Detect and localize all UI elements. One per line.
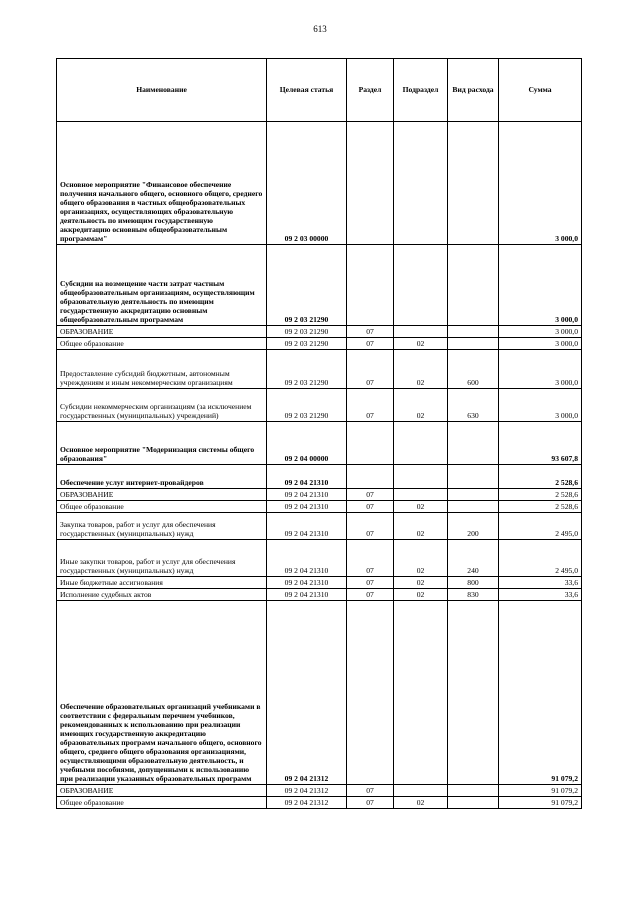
row-sum: 2 528,6 (499, 489, 582, 501)
row-target: 09 2 03 21290 (267, 245, 347, 326)
row-target: 09 2 04 00000 (267, 422, 347, 465)
row-sum: 3 000,0 (499, 122, 582, 245)
row-target: 09 2 03 21290 (267, 389, 347, 422)
row-section: 07 (347, 797, 394, 809)
table-row (57, 465, 582, 489)
row-section: 07 (347, 785, 394, 797)
row-expense-type (448, 501, 499, 513)
page-number: 613 (313, 24, 327, 34)
row-section: 07 (347, 513, 394, 540)
row-sum: 3 000,0 (499, 350, 582, 389)
row-name: Закупка товаров, работ и услуг для обеспечения государственных (муниципальных) нужд (57, 513, 267, 540)
row-name: Общее образование (57, 338, 267, 350)
row-section: 07 (347, 326, 394, 338)
table-row (57, 601, 582, 785)
row-subsection: 02 (394, 350, 448, 389)
row-expense-type (448, 797, 499, 809)
row-sum: 3 000,0 (499, 338, 582, 350)
table-row (57, 338, 582, 350)
row-target: 09 2 03 21290 (267, 338, 347, 350)
row-target: 09 2 03 21290 (267, 350, 347, 389)
row-expense-type: 600 (448, 350, 499, 389)
row-subsection: 02 (394, 577, 448, 589)
row-expense-type (448, 326, 499, 338)
table-row (57, 245, 582, 326)
row-target: 09 2 04 21310 (267, 589, 347, 601)
row-section: 07 (347, 501, 394, 513)
row-target: 09 2 04 21310 (267, 577, 347, 589)
row-name: ОБРАЗОВАНИЕ (57, 326, 267, 338)
row-section: 07 (347, 350, 394, 389)
row-section (347, 245, 394, 326)
row-expense-type (448, 465, 499, 489)
table-row (57, 389, 582, 422)
row-subsection (394, 422, 448, 465)
row-subsection: 02 (394, 797, 448, 809)
row-subsection (394, 326, 448, 338)
row-name: Субсидии на возмещение части затрат частным общеобразовательным организациям, осуществляющим образовательную деятельность по имеющим государственную аккредитацию основным общеобразовательным программам (57, 245, 267, 326)
table-row (57, 501, 582, 513)
row-section (347, 422, 394, 465)
row-subsection (394, 785, 448, 797)
row-subsection (394, 489, 448, 501)
table-row (57, 797, 582, 809)
row-name: Основное мероприятие "Модернизация системы общего образования" (57, 422, 267, 465)
row-target: 09 2 04 21310 (267, 540, 347, 577)
row-sum: 33,6 (499, 577, 582, 589)
table-row (57, 589, 582, 601)
row-name: ОБРАЗОВАНИЕ (57, 489, 267, 501)
header-section: Раздел (347, 59, 394, 122)
row-target: 09 2 04 21310 (267, 501, 347, 513)
row-name: Исполнение судебных актов (57, 589, 267, 601)
row-name: Субсидии некоммерческим организациям (за исключением государственных (муниципальных) учреждений) (57, 389, 267, 422)
row-sum: 3 000,0 (499, 326, 582, 338)
table-row (57, 540, 582, 577)
row-section: 07 (347, 577, 394, 589)
row-section: 07 (347, 489, 394, 501)
row-subsection: 02 (394, 338, 448, 350)
row-expense-type (448, 422, 499, 465)
row-name: Обеспечение образовательных организаций учебниками в соответствии с федеральным перечнем учебников, рекомендованных к использованию при реализации имеющих государственную аккредитацию образовательных программ начального общего, основного общего, среднего общего образования организациями, осуществляющими образовательную деятельность, и учебными пособиями, допущенными к использованию при реализации указанных образовательных программ (57, 601, 267, 785)
row-sum: 93 607,8 (499, 422, 582, 465)
row-target: 09 2 04 21310 (267, 465, 347, 489)
row-sum: 3 000,0 (499, 245, 582, 326)
table-row (57, 422, 582, 465)
row-section (347, 122, 394, 245)
header-name: Наименование (57, 59, 267, 122)
row-target: 09 2 03 00000 (267, 122, 347, 245)
row-target: 09 2 04 21312 (267, 601, 347, 785)
row-expense-type (448, 489, 499, 501)
row-name: Предоставление субсидий бюджетным, автономным учреждениям и иным некоммерческим организациям (57, 350, 267, 389)
header-expense-type: Вид расхода (448, 59, 499, 122)
row-expense-type: 200 (448, 513, 499, 540)
row-target: 09 2 04 21310 (267, 513, 347, 540)
row-sum: 2 528,6 (499, 465, 582, 489)
table-row (57, 577, 582, 589)
row-expense-type: 800 (448, 577, 499, 589)
row-expense-type (448, 785, 499, 797)
row-name: Обеспечение услуг интернет-провайдеров (57, 465, 267, 489)
row-name: Иные бюджетные ассигнования (57, 577, 267, 589)
row-name: Основное мероприятие "Финансовое обеспечение получения начального общего, основного общего, среднего общего образования в частных общеобразовательных организациях, осуществляющих образовательную деятельность по имеющим государственную аккредитацию основным общеобразовательным программам" (57, 122, 267, 245)
row-subsection: 02 (394, 589, 448, 601)
table-row (57, 350, 582, 389)
row-target: 09 2 04 21310 (267, 489, 347, 501)
row-sum: 91 079,2 (499, 601, 582, 785)
row-target: 09 2 04 21312 (267, 797, 347, 809)
header-sum: Сумма (499, 59, 582, 122)
row-name: Иные закупки товаров, работ и услуг для обеспечения государственных (муниципальных) нужд (57, 540, 267, 577)
row-expense-type (448, 601, 499, 785)
row-expense-type (448, 122, 499, 245)
row-subsection (394, 601, 448, 785)
row-subsection (394, 122, 448, 245)
row-target: 09 2 04 21312 (267, 785, 347, 797)
row-name: ОБРАЗОВАНИЕ (57, 785, 267, 797)
row-section (347, 601, 394, 785)
row-target: 09 2 03 21290 (267, 326, 347, 338)
table-row (57, 785, 582, 797)
row-expense-type: 240 (448, 540, 499, 577)
row-expense-type: 630 (448, 389, 499, 422)
row-section: 07 (347, 540, 394, 577)
row-subsection (394, 465, 448, 489)
row-name: Общее образование (57, 501, 267, 513)
table-header-row (57, 59, 582, 122)
row-expense-type: 830 (448, 589, 499, 601)
row-sum: 33,6 (499, 589, 582, 601)
row-subsection (394, 245, 448, 326)
row-section: 07 (347, 589, 394, 601)
row-subsection: 02 (394, 540, 448, 577)
table-row (57, 326, 582, 338)
row-section: 07 (347, 338, 394, 350)
row-subsection: 02 (394, 389, 448, 422)
row-subsection: 02 (394, 501, 448, 513)
row-subsection: 02 (394, 513, 448, 540)
row-sum: 91 079,2 (499, 785, 582, 797)
row-sum: 91 079,2 (499, 797, 582, 809)
row-expense-type (448, 338, 499, 350)
row-section: 07 (347, 389, 394, 422)
row-sum: 2 495,0 (499, 513, 582, 540)
row-name: Общее образование (57, 797, 267, 809)
row-sum: 3 000,0 (499, 389, 582, 422)
table-row (57, 489, 582, 501)
header-subsection: Подраздел (394, 59, 448, 122)
row-expense-type (448, 245, 499, 326)
row-sum: 2 528,6 (499, 501, 582, 513)
table-row (57, 122, 582, 245)
header-target: Целевая статья (267, 59, 347, 122)
table-row (57, 513, 582, 540)
row-sum: 2 495,0 (499, 540, 582, 577)
row-section (347, 465, 394, 489)
budget-table (56, 58, 582, 809)
